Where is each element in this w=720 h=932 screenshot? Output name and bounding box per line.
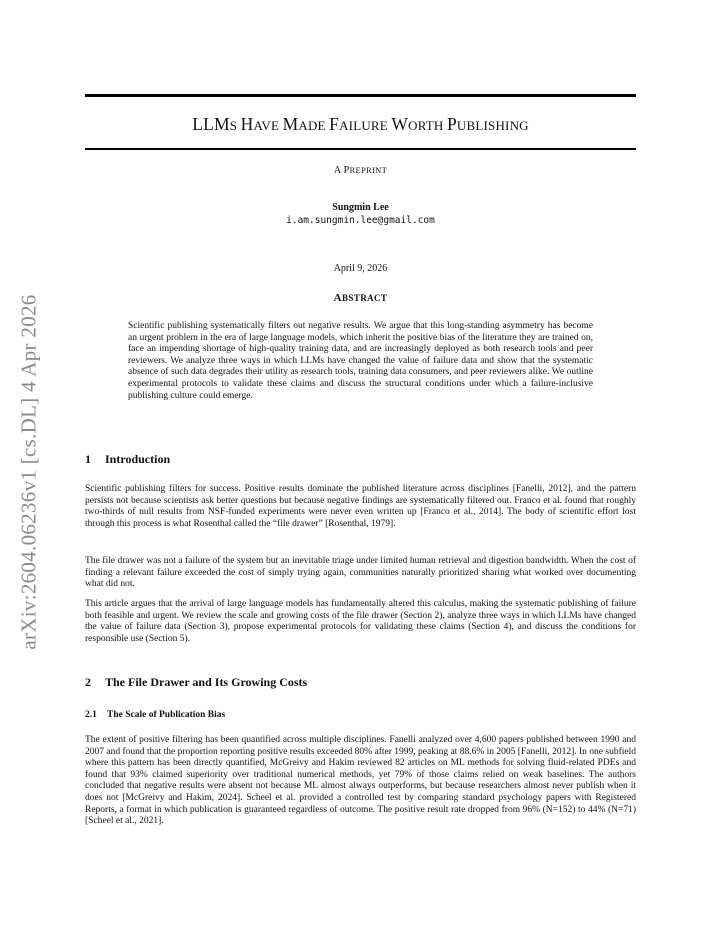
author-name: Sungmin Lee — [332, 202, 389, 213]
small-caps-part: REPRINT — [349, 165, 388, 175]
abstract-heading — [85, 292, 636, 304]
section-number: 1 — [85, 452, 91, 466]
small-caps-part: AVE — [253, 118, 283, 133]
small-caps-part: W — [391, 114, 409, 134]
small-caps-part: A P — [333, 165, 350, 176]
paper-title — [85, 114, 636, 135]
subsection-number: 2.1 — [85, 710, 97, 720]
small-caps-part: S — [229, 118, 241, 133]
paper-date: April 9, 2026 — [333, 263, 388, 274]
small-caps-part: UBLISHING — [456, 118, 529, 133]
subsection-title: The Scale of Publication Bias — [107, 710, 226, 720]
section-title: Introduction — [105, 452, 171, 466]
arxiv-sidebar-identifier — [14, 262, 44, 682]
paragraph: The file drawer was not a failure of the system but an inevitable triage under limited human retrieval and digestion bandwidth. When the cost of finding a relevant failure exceeded the cost of simply trying again, communities naturally prioritized sharing what worked over documenting what did not. — [85, 556, 636, 590]
small-caps-part: F — [329, 114, 340, 134]
paragraph: This article argues that the arrival of large language models has fundamentally altered this calculus, making the systematic publishing of failure both feasible and urgent. We review the scale and growing costs of the file drawer (Section 2), analyze three ways in which LLMs have changed the value of failure data (Section 3), propose experimental protocols for validating these claims (Section 4), and discuss the conditions for responsible use (Section 5). — [85, 599, 636, 644]
title-rule-top — [85, 94, 636, 97]
section-heading-introduction — [85, 452, 636, 467]
subsection-heading-publication-bias — [85, 710, 636, 720]
small-caps-part: ADE — [298, 118, 330, 133]
section-title: The File Drawer and Its Growing Costs — [105, 675, 308, 689]
preprint-label — [85, 165, 636, 176]
title-rule-bottom — [85, 148, 636, 150]
small-caps-part: P — [446, 114, 457, 134]
small-caps-part: ORTH — [408, 118, 447, 133]
small-caps-part: LLM — [192, 114, 230, 134]
small-caps-part: AILURE — [339, 118, 392, 133]
paragraph: The extent of positive filtering has been quantified across multiple disciplines. Fanelli analyzed over 4,600 papers published between 1990 and 2007 and found that the proportion reporting positive results exceeded 80% after 1999, peaking at 88.6% in 2005 [Fanelli, 2012]. In one subfield where this pattern has been directly quantified, McGreivy and Hakim reviewed 82 articles on ML methods for solving fluid-related PDEs and found that 93% claimed superiority over traditional numerical methods, yet 79% of those claims relied on weak baselines. The authors concluded that negative results were absent not because ML almost always outperforms, but because researchers almost never publish when it does not [McGreivy and Hakim, 2024]. Scheel et al. provided a controlled test by comparing standard psychology papers with Registered Reports, a format in which publication is guaranteed regardless of outcome. The positive result rate dropped from 96% (N=152) to 44% (N=71) [Scheel et al., 2021]. — [85, 735, 636, 827]
small-caps-part: A — [333, 292, 343, 304]
arxiv-id-text: arXiv:2604.06236v1 [cs.DL] 4 Apr 2026 — [16, 294, 41, 650]
section-heading-file-drawer — [85, 675, 636, 690]
abstract-text: Scientific publishing systematically filters out negative results. We argue that this long-standing asymmetry has become an urgent problem in the era of large language models, which inherit the positive bias of the literature they are trained on, face an impending shortage of high-quality training data, and are increasingly deployed as both research tools and peer reviewers. We analyze three ways in which LLMs have changed the value of failure data and show that the systematic absence of such data degrades their utility as research tools, training data consumers, and peer reviewers alike. We outline experimental protocols to validate these claims and discuss the structural conditions under which a failure-inclusive publishing culture could emerge. — [128, 321, 593, 401]
author-email: i.am.sungmin.lee@gmail.com — [286, 215, 435, 226]
small-caps-part: BSTRACT — [342, 293, 388, 303]
small-caps-part: H — [240, 114, 254, 134]
small-caps-part: M — [282, 114, 299, 134]
section-number: 2 — [85, 675, 91, 689]
paragraph: Scientific publishing filters for success. Positive results dominate the published literature across disciplines [Fanelli, 2012], and the pattern persists not because scientists ask better questions but because negative findings are systematically filtered out. Franco et al. found that roughly two-thirds of null results from NSF-funded experiments were never even written up [Franco et al., 2014]. The body of scientific effort lost through this process is what Rosenthal called the “file drawer” [Rosenthal, 1979]. — [85, 484, 636, 529]
